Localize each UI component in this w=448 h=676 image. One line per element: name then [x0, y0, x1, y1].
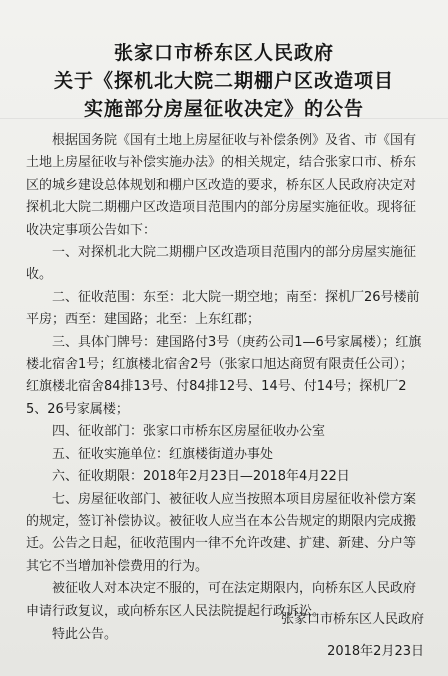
notice-title-issuer: 张家口市桥东区人民政府 [113, 42, 334, 64]
paragraph-preamble: 根据国务院《国有土地上房屋征收与补偿条例》及省、市《国有土地上房屋征收与补偿实施办法》的相关规定，结合张家口市、桥东区的城乡建设总体规划和棚户区改造的要求，桥东区人民政府决定对探机北大院二期棚户区改造项目范围内的部分房屋实施征收。现将征收决定事项公告如下： [26, 133, 417, 238]
item-3-addresses: 三、具体门牌号：建国路付3号（庚药公司1—6号家属楼）；红旗楼北宿舍1号；红旗楼北宿舍2号（张家口旭达商贸有限责任公司）；红旗楼北宿舍84排13号、付84排12号、14号、付14号；探机厂25、26号家属楼； [26, 334, 422, 417]
item-5-implementer: 五、征收实施单位：红旗楼街道办事处 [52, 446, 274, 462]
notice-body [26, 130, 426, 646]
signature-date: 2018年2月23日 [327, 644, 424, 659]
notice-title-line-2: 关于《探机北大院二期棚户区改造项目 [53, 70, 394, 92]
notice-title-line-3: 实施部分房屋征收决定》的公告 [83, 98, 364, 120]
closing-phrase: 特此公告。 [52, 626, 118, 642]
item-7-obligations: 七、房屋征收部门、被征收人应当按照本项目房屋征收补偿方案的规定，签订补偿协议。被征收人应当在本公告规定的期限内完成搬迁。公告之日起，征收范围内一律不允许改建、扩建、新建、分户等其它不当增加补偿费用的行为。 [26, 491, 417, 574]
item-6-period: 六、征收期限：2018年2月23日—2018年4月22日 [52, 469, 350, 485]
paragraph-appeal: 被征收人对本决定不服的，可在法定期限内，向桥东区人民政府申请行政复议，或向桥东区人民法院提起行政诉讼。 [26, 581, 417, 619]
item-4-department: 四、征收部门：张家口市桥东区房屋征收办公室 [52, 424, 326, 440]
signature-organization: 张家口市桥东区人民政府 [280, 612, 424, 627]
item-2-boundaries: 二、征收范围：东至：北大院一期空地；南至：探机厂26号楼前平房；西至：建国路；北至：上东红郡； [26, 289, 420, 328]
item-1-scope: 一、对探机北大院二期棚户区改造项目范围内的部分房屋实施征收。 [26, 245, 417, 283]
